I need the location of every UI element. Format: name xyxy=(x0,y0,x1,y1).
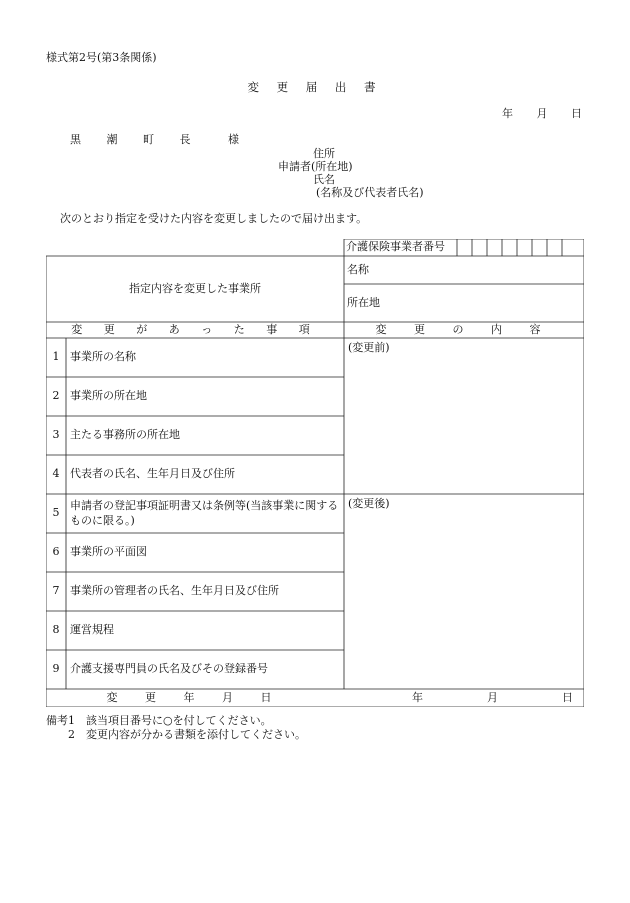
item-text: 申請者の登記事項証明書又は条例等(当該事業に関するものに限る。) xyxy=(70,498,339,527)
applicant-block xyxy=(278,147,448,199)
applicant-address-label: 住所 xyxy=(313,147,335,160)
item-text: 事業所の所在地 xyxy=(70,389,147,403)
item-text: 運営規程 xyxy=(70,623,114,637)
item-number: 7 xyxy=(52,584,60,598)
change-date-label: 変 更 年 月 日 xyxy=(106,690,284,704)
change-date-day: 日 xyxy=(562,690,573,704)
item-text: 代表者の氏名、生年月日及び住所 xyxy=(70,467,235,481)
office-name-label: 名称 xyxy=(347,262,369,276)
item-number: 3 xyxy=(52,428,60,442)
item-number: 1 xyxy=(52,350,60,364)
item-number: 6 xyxy=(52,545,60,559)
insurer-number-boxes[interactable] xyxy=(457,239,584,256)
date-month: 月 xyxy=(536,107,548,120)
statement-text: 次のとおり指定を受けた内容を変更しましたので届け出ます。 xyxy=(60,212,368,225)
office-label: 指定内容を変更した事業所 xyxy=(129,281,261,295)
change-date-value xyxy=(344,689,584,707)
item-text: 主たる事務所の所在地 xyxy=(70,428,180,442)
submission-date xyxy=(502,108,582,119)
change-date-month: 月 xyxy=(487,690,498,704)
addressee-honorific: 様 xyxy=(228,133,239,146)
change-notification-table xyxy=(46,239,584,707)
document-title: 変 更 届 出 書 xyxy=(247,80,383,94)
applicant-name-label: 氏名 xyxy=(313,173,335,186)
item-number: 2 xyxy=(52,389,60,403)
item-text: 事業所の管理者の氏名、生年月日及び住所 xyxy=(70,584,279,598)
applicant-name-note: (名称及び代表者氏名) xyxy=(316,186,424,199)
form-number: 様式第2号(第3条関係) xyxy=(46,51,157,64)
before-label: (変更前) xyxy=(348,340,390,354)
changed-items-header: 変 更 が あ っ た 事 項 xyxy=(71,322,319,336)
change-content-header: 変 更 の 内 容 xyxy=(375,322,553,336)
notes-label: 備考 xyxy=(46,714,68,727)
note-text: 該当項目番号に○を付してください。 xyxy=(86,714,272,727)
addressee-name: 黒 潮 町 長 xyxy=(70,133,202,146)
item-number: 5 xyxy=(52,506,60,520)
item-text: 介護支援専門員の氏名及びその登録番号 xyxy=(70,662,268,676)
item-number: 9 xyxy=(52,662,60,676)
item-text: 事業所の平面図 xyxy=(70,545,147,559)
note-number: 1 xyxy=(68,714,75,727)
notes xyxy=(46,714,306,742)
item-number: 8 xyxy=(52,623,60,637)
date-year: 年 xyxy=(502,107,513,120)
after-label: (変更後) xyxy=(348,496,390,510)
item-number: 4 xyxy=(52,467,60,481)
change-date-year: 年 xyxy=(412,690,423,704)
date-day: 日 xyxy=(571,107,582,120)
item-text: 事業所の名称 xyxy=(70,350,136,364)
note-text: 変更内容が分かる書類を添付してください。 xyxy=(86,728,306,741)
office-location-label: 所在地 xyxy=(347,295,380,309)
note-number: 2 xyxy=(68,728,75,741)
insurer-number-label: 介護保険事業者番号 xyxy=(346,240,445,254)
applicant-label: 申請者(所在地) xyxy=(278,160,353,173)
